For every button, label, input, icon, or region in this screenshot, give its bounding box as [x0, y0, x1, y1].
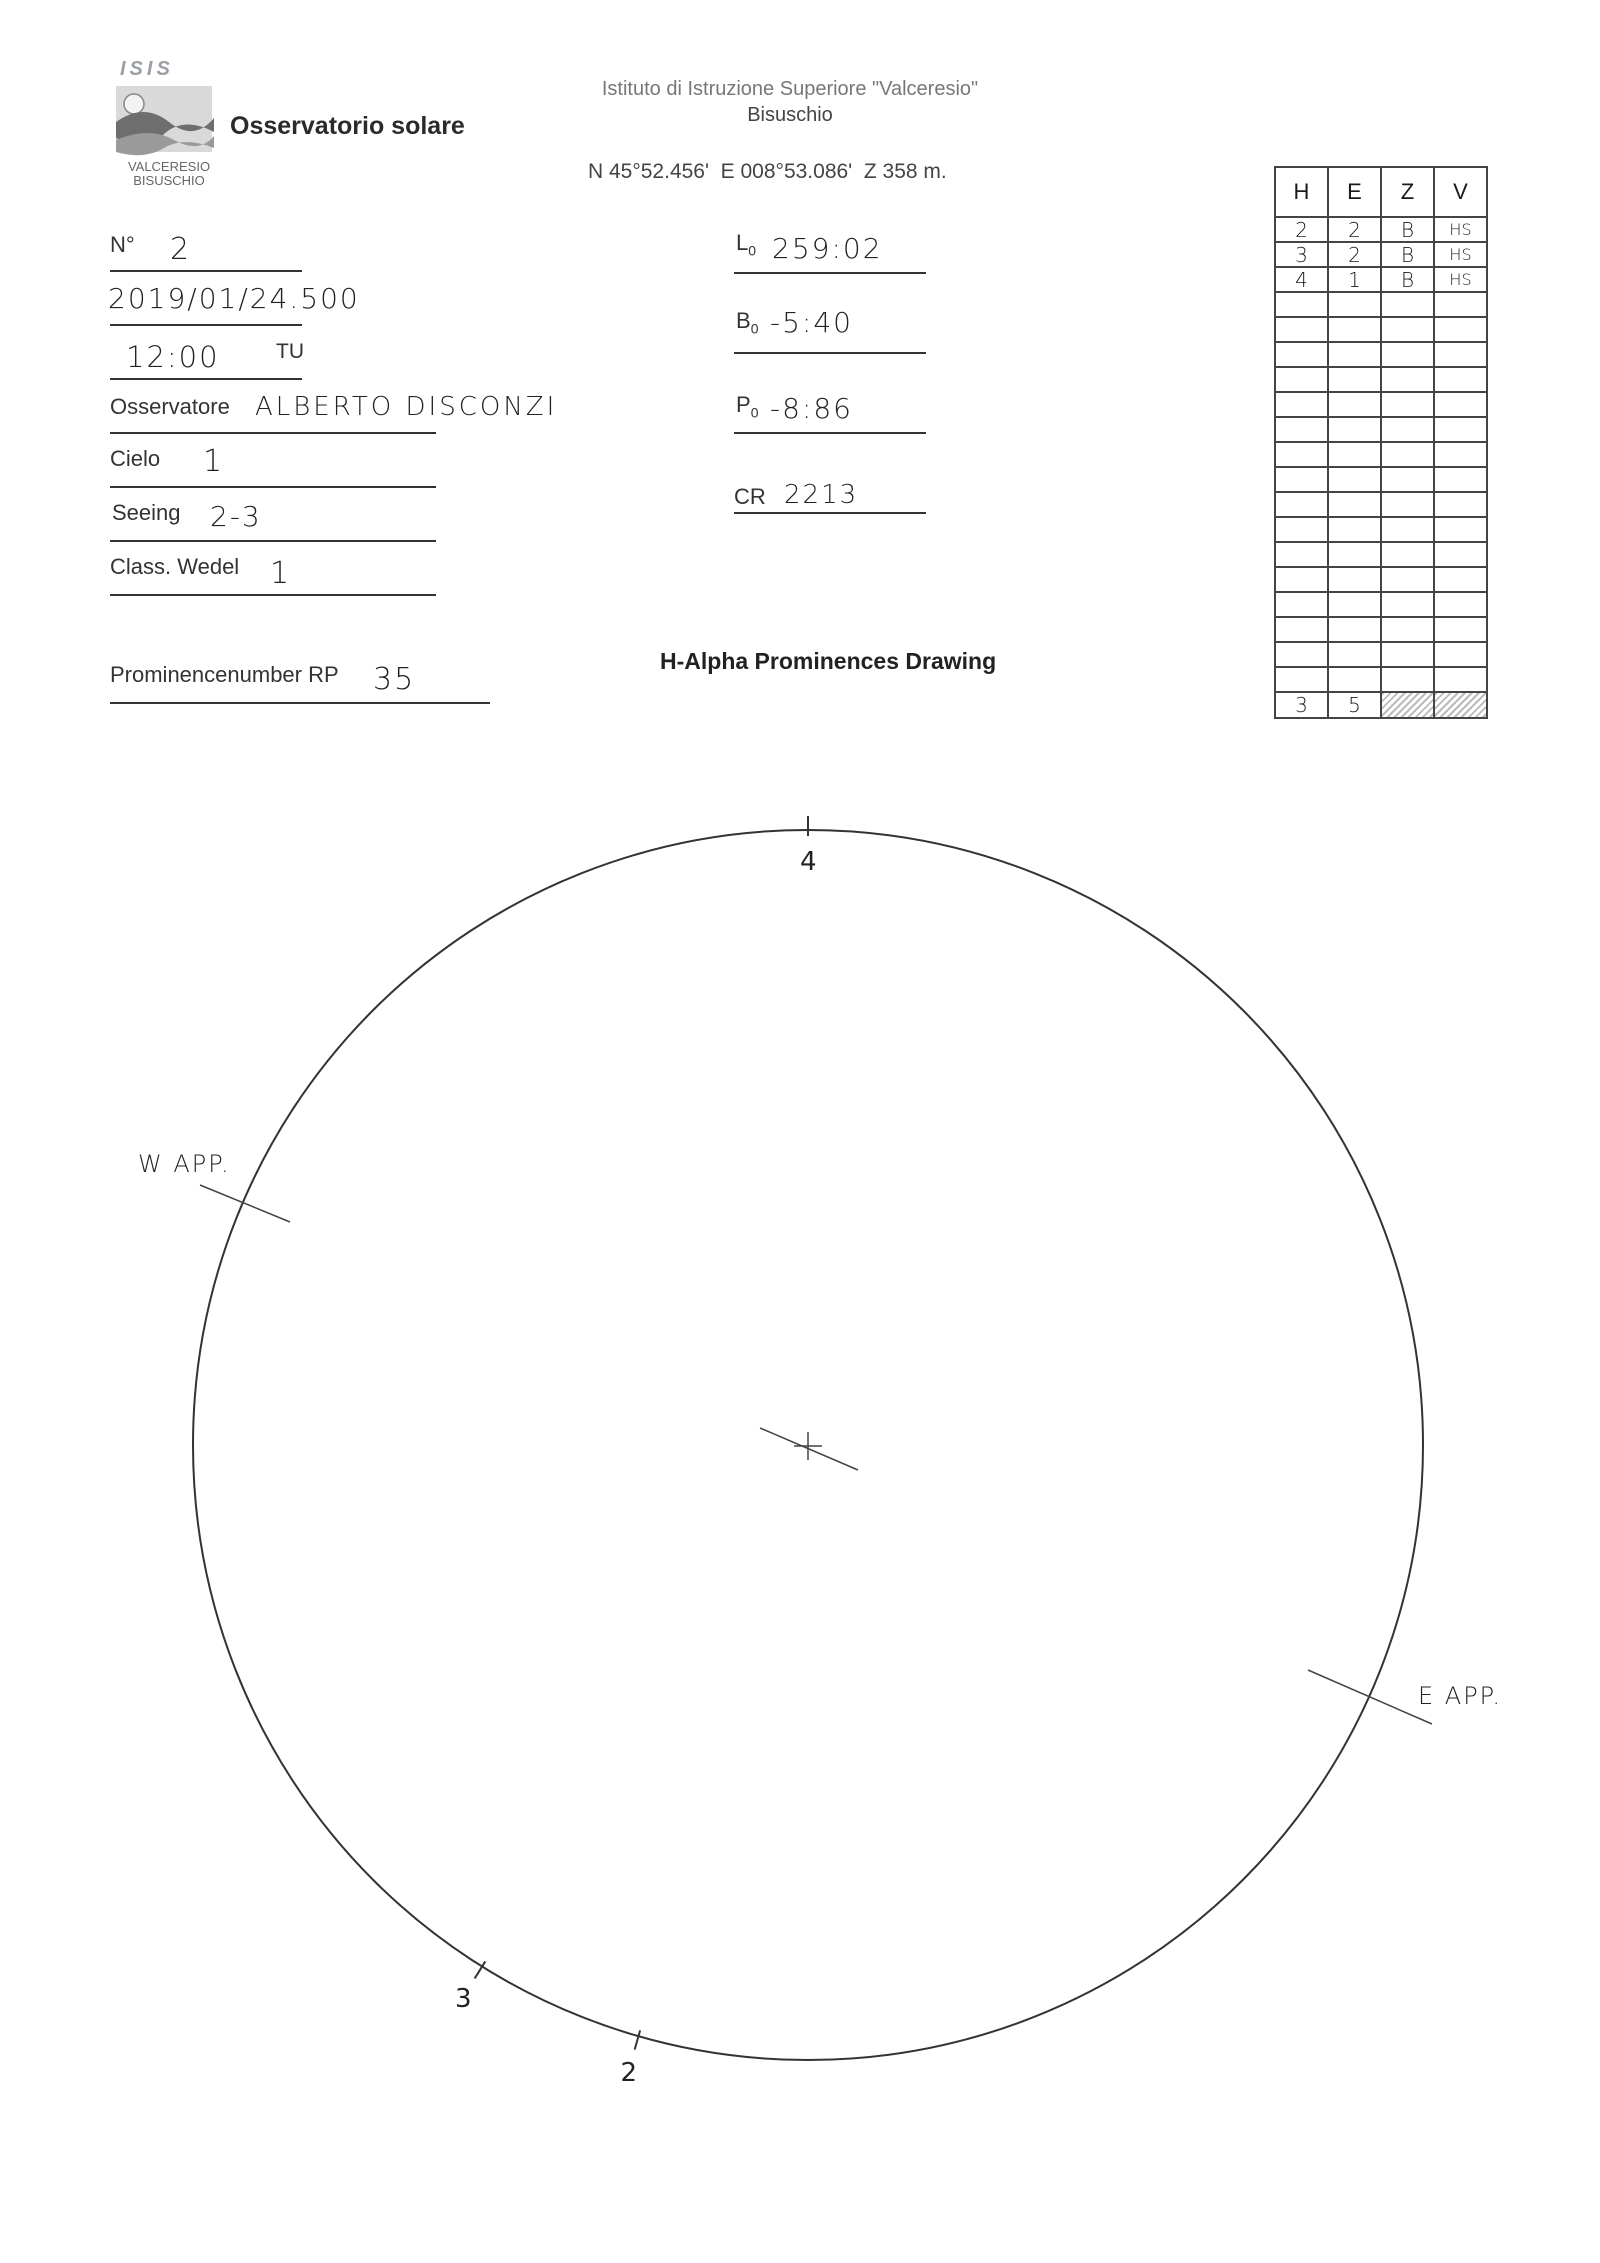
- wedel-label: Class. Wedel: [110, 554, 240, 579]
- total-h: 3: [1275, 692, 1328, 718]
- prominence-tick: [635, 2030, 641, 2049]
- cell-v: HS: [1434, 267, 1487, 292]
- logo-text: ISIS: [120, 58, 174, 80]
- prominence-number: 4: [800, 847, 817, 877]
- cell-e: 1: [1328, 267, 1381, 292]
- time-value: 12:00: [126, 340, 220, 374]
- cell-z: B: [1381, 242, 1434, 267]
- prominence-number: 3: [455, 1984, 472, 2015]
- cell-e: 2: [1328, 217, 1381, 242]
- institute-name: Istituto di Istruzione Superiore "Valceresio": [601, 78, 979, 100]
- east-axis-mark: [1308, 1670, 1432, 1724]
- date-value: 2019/01/24.500: [108, 282, 360, 315]
- west-axis-mark: [200, 1185, 290, 1222]
- header-v: V: [1434, 167, 1487, 217]
- cell-h: 3: [1275, 242, 1328, 267]
- west-label: W APP.: [138, 1150, 231, 1178]
- cr-label: CR: [734, 484, 766, 509]
- observatory-coordinates: N 45°52.456' E 008°53.086' Z 358 m.: [588, 160, 947, 183]
- observatory-title: Osservatorio solare: [230, 112, 465, 140]
- header-h: H: [1275, 167, 1328, 217]
- center-cross-icon: [760, 1428, 858, 1470]
- time-unit: TU: [276, 340, 304, 363]
- prominence-markers: [455, 816, 817, 2088]
- p0-letter: P: [736, 392, 751, 417]
- observer-label: Osservatore: [110, 394, 230, 419]
- prominence-number-value: 35: [373, 662, 416, 697]
- cell-v: HS: [1434, 242, 1487, 267]
- prominence-number-label: Prominencenumber RP: [110, 662, 339, 687]
- header-e: E: [1328, 167, 1381, 217]
- total-e: 5: [1328, 692, 1381, 718]
- b0-value: -5:40: [770, 306, 853, 339]
- cell-e: 2: [1328, 242, 1381, 267]
- l0-letter: L: [736, 230, 749, 255]
- l0-subscript: 0: [748, 242, 757, 259]
- cell-z: B: [1381, 267, 1434, 292]
- b0-letter: B: [736, 308, 751, 333]
- header-z: Z: [1381, 167, 1434, 217]
- wedel-value: 1: [270, 556, 292, 591]
- sky-value: 1: [203, 444, 225, 479]
- number-value: 2: [170, 232, 192, 267]
- drawing-title: H-Alpha Prominences Drawing: [660, 648, 997, 674]
- seeing-value: 2-3: [210, 500, 262, 533]
- prominence-number: 2: [620, 2057, 638, 2088]
- logo-subtitle-2: BISUSCHIO: [133, 173, 205, 188]
- institute-town: Bisuschio: [747, 104, 833, 126]
- seeing-label: Seeing: [112, 500, 181, 525]
- observer-value: ALBERTO DISCONZI: [255, 392, 558, 422]
- sky-label: Cielo: [110, 446, 161, 471]
- number-label: N°: [110, 232, 135, 257]
- cell-v: HS: [1434, 217, 1487, 242]
- cr-value: 2213: [784, 480, 859, 510]
- l0-value: 259:02: [772, 232, 883, 265]
- logo-subtitle-1: VALCERESIO: [127, 159, 211, 174]
- p0-value: -8:86: [770, 392, 853, 425]
- b0-subscript: 0: [750, 320, 759, 337]
- east-label: E APP.: [1418, 1682, 1503, 1710]
- cell-h: 2: [1275, 217, 1328, 242]
- cell-h: 4: [1275, 267, 1328, 292]
- cell-z: B: [1381, 217, 1434, 242]
- p0-subscript: 0: [750, 404, 759, 421]
